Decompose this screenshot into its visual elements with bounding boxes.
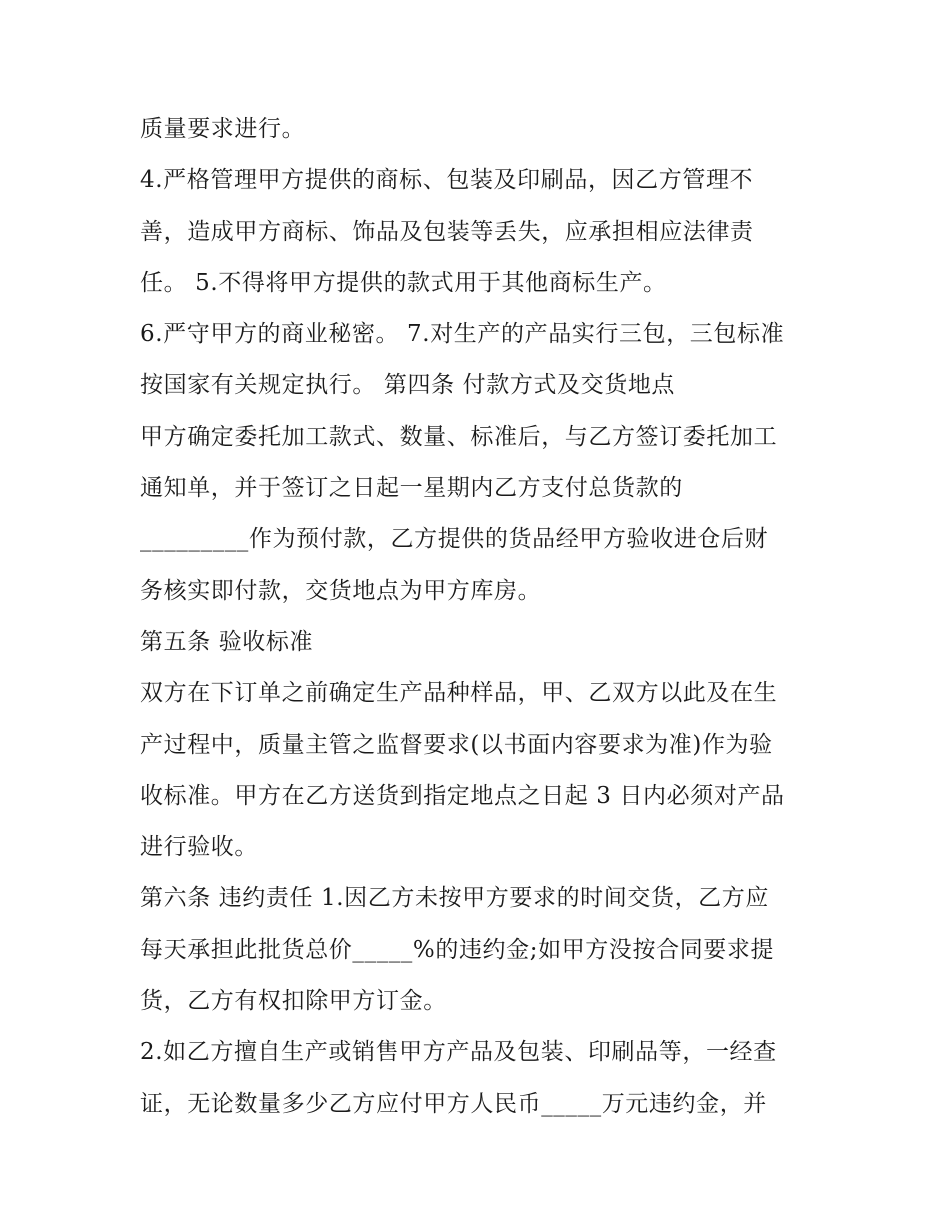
text-line: 按国家有关规定执行。 第四条 付款方式及交货地点 bbox=[140, 372, 676, 399]
text-line: 产过程中，质量主管之监督要求(以书面内容要求为准)作为验 bbox=[140, 731, 773, 758]
text-line: 任。 5.不得将甲方提供的款式用于其他商标生产。 bbox=[140, 269, 667, 296]
text-line: 6.严守甲方的商业秘密。 7.对生产的产品实行三包，三包标准 bbox=[140, 321, 785, 348]
text-line: 务核实即付款，交货地点为甲方库房。 bbox=[140, 577, 542, 604]
text-line: _________作为预付款，乙方提供的货品经甲方验收进仓后财 bbox=[140, 526, 769, 553]
text-line: 收标准。甲方在乙方送货到指定地点之日起 3 日内必须对产品 bbox=[140, 782, 785, 809]
text-line: 甲方确定委托加工款式、数量、标准后，与乙方签订委托加工 bbox=[140, 423, 778, 450]
text-line: 双方在下订单之前确定生产品种样品，甲、乙双方以此及在生 bbox=[140, 680, 778, 707]
section-heading: 第五条 验收标准 bbox=[140, 628, 314, 655]
text-line: 4.严格管理甲方提供的商标、包装及印刷品，因乙方管理不 bbox=[140, 167, 754, 194]
text-line: 善，造成甲方商标、饰品及包装等丢失，应承担相应法律责 bbox=[140, 218, 754, 245]
text-line: 证，无论数量多少乙方应付甲方人民币_____万元违约金，并 bbox=[140, 1090, 767, 1117]
text-line: 质量要求进行。 bbox=[140, 116, 306, 142]
text-line: 每天承担此批货总价_____%的违约金;如甲方没按合同要求提 bbox=[140, 936, 775, 963]
text-line: 进行验收。 bbox=[140, 834, 258, 861]
text-line: 货，乙方有权扣除甲方订金。 bbox=[140, 988, 447, 1015]
document-body bbox=[140, 104, 820, 1130]
text-line: 通知单，并于签订之日起一星期内乙方支付总货款的 bbox=[140, 475, 683, 502]
text-line: 2.如乙方擅自生产或销售甲方产品及包装、印刷品等，一经查 bbox=[140, 1039, 777, 1066]
text-line: 第六条 违约责任 1.因乙方未按甲方要求的时间交货，乙方应 bbox=[140, 885, 769, 912]
